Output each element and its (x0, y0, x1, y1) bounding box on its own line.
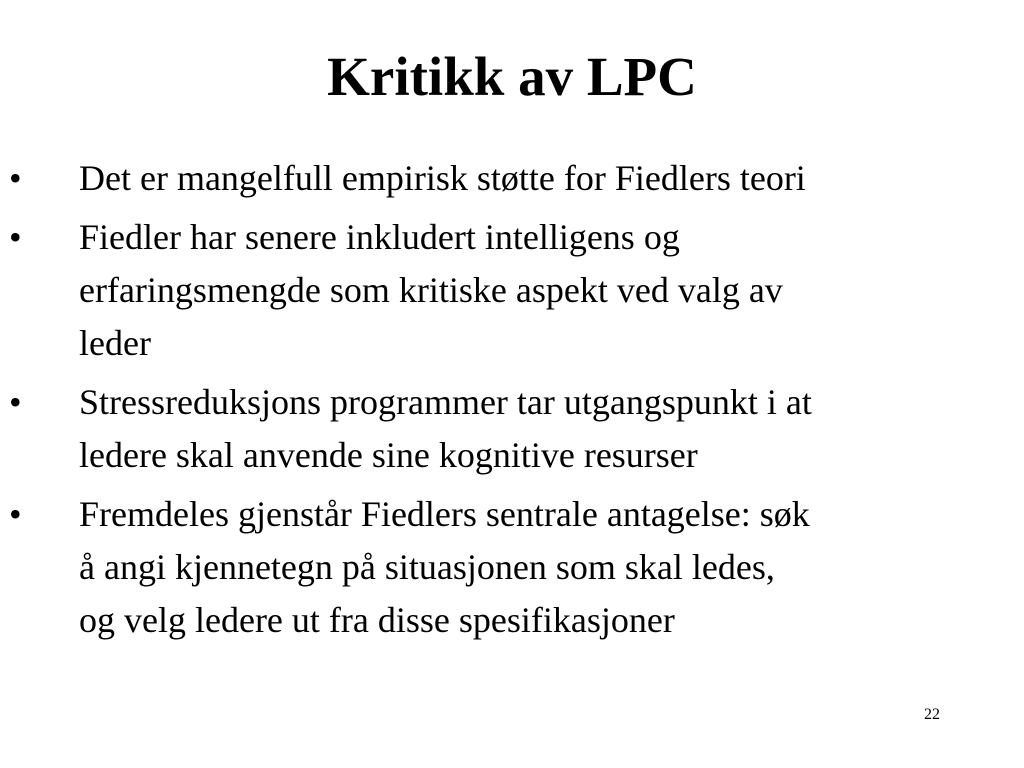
list-item (0, 152, 1024, 205)
slide-title: Kritikk av LPC (327, 46, 697, 107)
bullet-list (0, 152, 1024, 653)
slide-number: 22 (924, 706, 940, 723)
bullet-icon: • (9, 382, 22, 422)
bullet-icon: • (9, 494, 22, 534)
bullet-text-line: å angi kjennetegn på situasjonen som skal ledes, (79, 547, 775, 587)
list-item (0, 376, 1024, 482)
bullet-text-line: Stressreduksjons programmer tar utgangspunkt i at (79, 382, 812, 422)
bullet-icon: • (9, 158, 22, 198)
bullet-text-line: Fremdeles gjenstår Fiedlers sentrale antagelse: søk (79, 494, 810, 534)
list-item (0, 488, 1024, 647)
bullet-text-line: ledere skal anvende sine kognitive resurser (79, 435, 698, 475)
bullet-icon: • (9, 217, 22, 257)
bullet-text-line: leder (79, 323, 151, 363)
bullet-text-line: Det er mangelfull empirisk støtte for Fiedlers teori (79, 158, 806, 198)
bullet-text-line: erfaringsmengde som kritiske aspekt ved valg av (79, 270, 783, 310)
bullet-text-line: Fiedler har senere inkludert intelligens og (79, 217, 680, 257)
list-item (0, 211, 1024, 370)
bullet-text-line: og velg ledere ut fra disse spesifikasjoner (79, 600, 675, 640)
